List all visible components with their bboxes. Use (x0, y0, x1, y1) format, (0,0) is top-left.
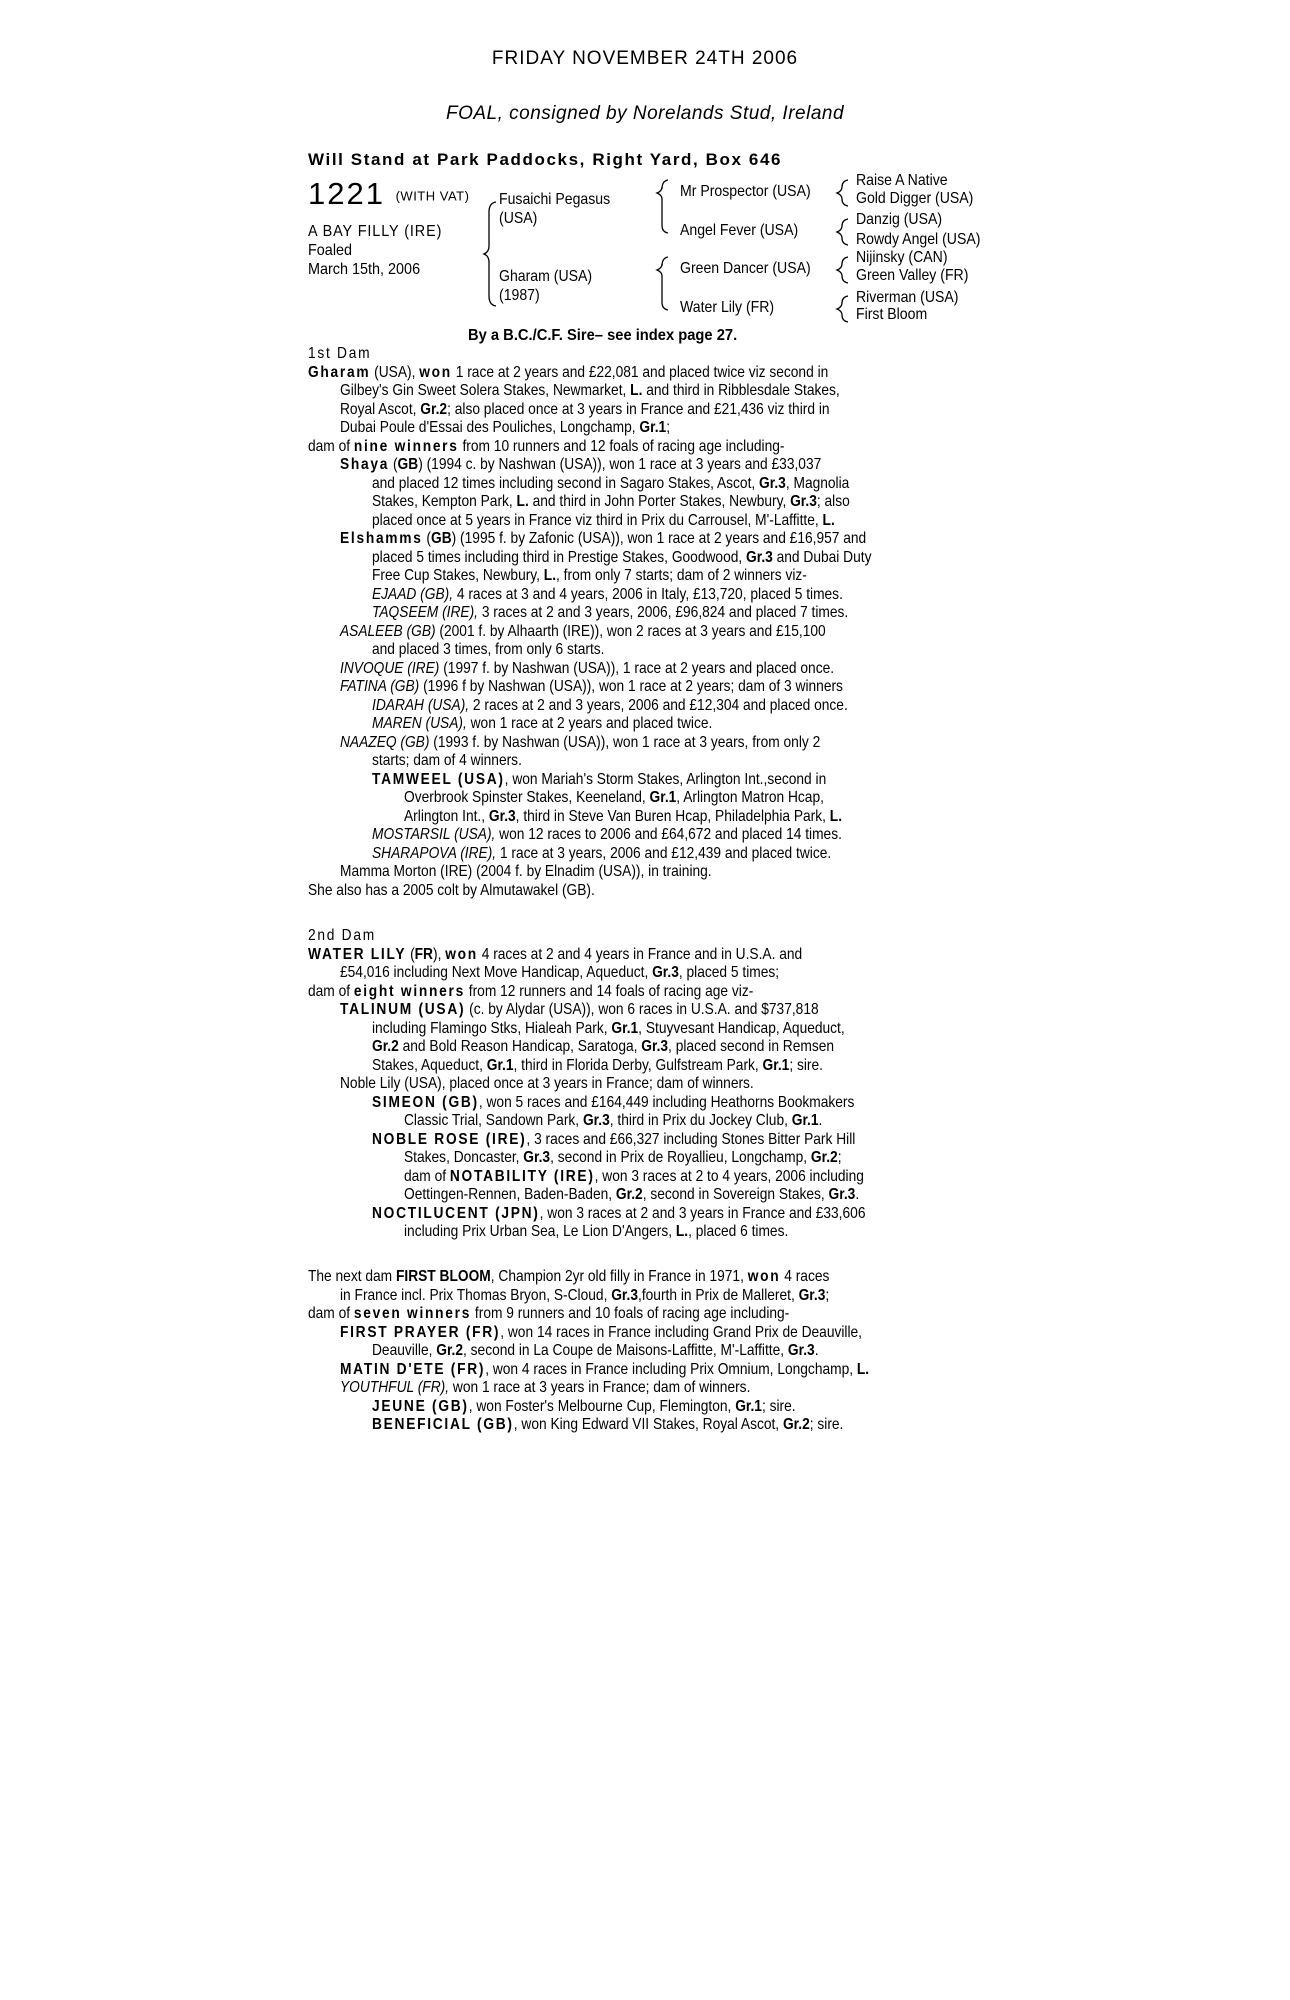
next-dam-line: YOUTHFUL (FR), won 1 race at 3 years in France; dam of winners. (340, 1379, 751, 1396)
first-dam-line: EJAAD (GB), 4 races at 3 and 4 years, 2006 in Italy, £13,720, placed 5 times. (372, 586, 843, 603)
first-dam-line: Royal Ascot, Gr.2; also placed once at 3 years in France and £21,436 viz third in (340, 401, 830, 418)
sale-date: FRIDAY NOVEMBER 24TH 2006 (491, 48, 799, 69)
first-dam-line: TAMWEEL (USA), won Mariah's Storm Stakes, Arlington Int.,second in (372, 771, 827, 788)
sire-country: (USA) (499, 210, 538, 227)
lot-number: 1221 (308, 176, 385, 211)
next-dam-line: FIRST PRAYER (FR), won 14 races in France including Grand Prix de Deauville, (340, 1324, 862, 1341)
next-dam-line: dam of seven winners from 9 runners and 10 foals of racing age including- (308, 1305, 790, 1322)
first-dam-line: Gharam (USA), won 1 race at 2 years and £22,081 and placed twice viz second in (308, 364, 829, 381)
first-dam-line: TAQSEEM (IRE), 3 races at 2 and 3 years, 2006, £96,824 and placed 7 times. (372, 604, 849, 621)
pedigree-braces (0, 0, 1290, 340)
gen3-ancestor: Rowdy Angel (USA) (856, 231, 981, 248)
first-dam-line: Gilbey's Gin Sweet Solera Stakes, Newmarket, L. and third in Ribblesdale Stakes, (340, 382, 840, 399)
next-dam-line: The next dam FIRST BLOOM, Champion 2yr old filly in France in 1971, won 4 races (308, 1268, 830, 1285)
second-dam-line: £54,016 including Next Move Handicap, Aqueduct, Gr.3, placed 5 times; (340, 964, 780, 981)
first-dam-line: Overbrook Spinster Stakes, Keeneland, Gr.1, Arlington Matron Hcap, (404, 789, 824, 806)
next-dam-line: JEUNE (GB), won Foster's Melbourne Cup, Flemington, Gr.1; sire. (372, 1398, 796, 1415)
gen3-ancestor: Danzig (USA) (856, 211, 943, 228)
second-dam-line: TALINUM (USA) (c. by Alydar (USA)), won 6 races in U.S.A. and $737,818 (340, 1001, 819, 1018)
gen3-ancestor: Raise A Native (856, 172, 948, 189)
dam-of-sire: Angel Fever (USA) (680, 222, 799, 239)
second-dam-line: Stakes, Aqueduct, Gr.1, third in Florida Derby, Gulfstream Park, Gr.1; sire. (372, 1057, 823, 1074)
second-dam-line: Stakes, Doncaster, Gr.3, second in Prix de Royallieu, Longchamp, Gr.2; (404, 1149, 842, 1166)
second-dam-line: including Flamingo Stks, Hialeah Park, Gr.1, Stuyvesant Handicap, Aqueduct, (372, 1020, 845, 1037)
second-dam-line: dam of eight winners from 12 runners and 14 foals of racing age viz- (308, 983, 754, 1000)
first-dam-line: MOSTARSIL (USA), won 12 races to 2006 and £64,672 and placed 14 times. (372, 826, 842, 843)
sire-of-dam: Green Dancer (USA) (680, 260, 811, 277)
first-dam-line: dam of nine winners from 10 runners and 12 foals of racing age including- (308, 438, 785, 455)
first-dam-line: She also has a 2005 colt by Almutawakel (GB). (308, 882, 595, 899)
next-dam-line: BENEFICIAL (GB), won King Edward VII Stakes, Royal Ascot, Gr.2; sire. (372, 1416, 844, 1433)
first-dam-line: placed once at 5 years in France viz third in Prix du Carrousel, M'-Laffitte, L. (372, 512, 835, 529)
dam-year: (1987) (499, 287, 540, 304)
gen3-ancestor: Riverman (USA) (856, 289, 959, 306)
second-dam-line: Gr.2 and Bold Reason Handicap, Saratoga, Gr.3, placed second in Remsen (372, 1038, 835, 1055)
gen3-ancestor: Green Valley (FR) (856, 267, 969, 284)
second-dam-heading: 2nd Dam (308, 927, 376, 944)
gen3-ancestor: First Bloom (856, 306, 928, 323)
second-dam-line: SIMEON (GB), won 5 races and £164,449 including Heathorns Bookmakers (372, 1094, 855, 1111)
gen3-ancestor: Nijinsky (CAN) (856, 249, 948, 266)
first-dam-line: FATINA (GB) (1996 f by Nashwan (USA)), won 1 race at 2 years; dam of 3 winners (340, 678, 843, 695)
second-dam-line: Classic Trial, Sandown Park, Gr.3, third in Prix du Jockey Club, Gr.1. (404, 1112, 823, 1129)
first-dam-heading: 1st Dam (308, 345, 372, 362)
first-dam-line: and placed 12 times including second in Sagaro Stakes, Ascot, Gr.3, Magnolia (372, 475, 850, 492)
first-dam-line: Mamma Morton (IRE) (2004 f. by Elnadim (USA)), in training. (340, 863, 712, 880)
sire-index-note: By a B.C./C.F. Sire– see index page 27. (468, 327, 738, 344)
filly-description: A BAY FILLY (IRE) (308, 223, 443, 240)
first-dam-line: INVOQUE (IRE) (1997 f. by Nashwan (USA)), 1 race at 2 years and placed once. (340, 660, 835, 677)
first-dam-line: MAREN (USA), won 1 race at 2 years and placed twice. (372, 715, 713, 732)
second-dam-line: Oettingen-Rennen, Baden-Baden, Gr.2, second in Sovereign Stakes, Gr.3. (404, 1186, 860, 1203)
second-dam-line: dam of NOTABILITY (IRE), won 3 races at 2 to 4 years, 2006 including (404, 1168, 864, 1185)
first-dam-line: Dubai Poule d'Essai des Pouliches, Longchamp, Gr.1; (340, 419, 671, 436)
sire-name: Fusaichi Pegasus (499, 191, 611, 208)
first-dam-line: placed 5 times including third in Prestige Stakes, Goodwood, Gr.3 and Dubai Duty (372, 549, 872, 566)
first-dam-line: NAAZEQ (GB) (1993 f. by Nashwan (USA)), won 1 race at 3 years, from only 2 (340, 734, 821, 751)
sire-of-sire: Mr Prospector (USA) (680, 183, 811, 200)
second-dam-line: including Prix Urban Sea, Le Lion D'Angers, L., placed 6 times. (404, 1223, 789, 1240)
next-dam-line: in France incl. Prix Thomas Bryon, S-Cloud, Gr.3,fourth in Prix de Malleret, Gr.3; (340, 1287, 830, 1304)
first-dam-line: Arlington Int., Gr.3, third in Steve Van Buren Hcap, Philadelphia Park, L. (404, 808, 843, 825)
next-dam-line: MATIN D'ETE (FR), won 4 races in France including Prix Omnium, Longchamp, L. (340, 1361, 870, 1378)
consignment-line: FOAL, consigned by Norelands Stud, Ireland (445, 103, 845, 124)
foaled-label: Foaled (308, 242, 353, 259)
second-dam-line: NOCTILUCENT (JPN), won 3 races at 2 and 3 years in France and £33,606 (372, 1205, 866, 1222)
next-dam-line: Deauville, Gr.2, second in La Coupe de Maisons-Laffitte, M'-Laffitte, Gr.3. (372, 1342, 819, 1359)
vat-note: (WITH VAT) (395, 188, 470, 204)
second-dam-line: Noble Lily (USA), placed once at 3 years in France; dam of winners. (340, 1075, 754, 1092)
second-dam-line: NOBLE ROSE (IRE), 3 races and £66,327 including Stones Bitter Park Hill (372, 1131, 856, 1148)
second-dam-line: WATER LILY (FR), won 4 races at 2 and 4 years in France and in U.S.A. and (308, 946, 803, 963)
first-dam-line: and placed 3 times, from only 6 starts. (372, 641, 605, 658)
first-dam-line: Stakes, Kempton Park, L. and third in John Porter Stakes, Newbury, Gr.3; also (372, 493, 850, 510)
first-dam-line: Free Cup Stakes, Newbury, L., from only 7 starts; dam of 2 winners viz- (372, 567, 807, 584)
first-dam-line: Elshamms (GB) (1995 f. by Zafonic (USA)), won 1 race at 2 years and £16,957 and (340, 530, 867, 547)
first-dam-line: ASALEEB (GB) (2001 f. by Alhaarth (IRE)), won 2 races at 3 years and £15,100 (340, 623, 826, 640)
stand-location: Will Stand at Park Paddocks, Right Yard, Box 646 (308, 150, 783, 169)
foaled-date: March 15th, 2006 (308, 261, 421, 278)
first-dam-line: IDARAH (USA), 2 races at 2 and 3 years, 2006 and £12,304 and placed once. (372, 697, 848, 714)
dam-name: Gharam (USA) (499, 268, 593, 285)
first-dam-line: starts; dam of 4 winners. (372, 752, 522, 769)
first-dam-line: SHARAPOVA (IRE), 1 race at 3 years, 2006 and £12,439 and placed twice. (372, 845, 832, 862)
gen3-ancestor: Gold Digger (USA) (856, 190, 974, 207)
dam-of-dam: Water Lily (FR) (680, 299, 775, 316)
first-dam-line: Shaya (GB) (1994 c. by Nashwan (USA)), won 1 race at 3 years and £33,037 (340, 456, 822, 473)
